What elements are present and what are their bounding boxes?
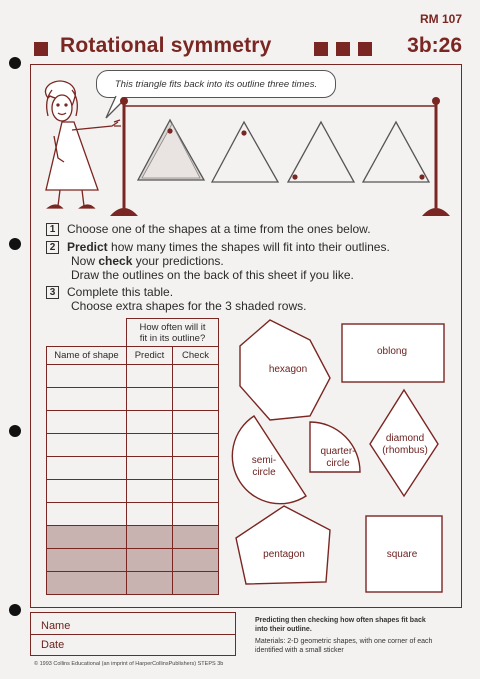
- predict-cell[interactable]: [127, 572, 173, 595]
- square-label: square: [386, 549, 418, 560]
- oblong-label: oblong: [376, 346, 408, 357]
- step-2: [46, 240, 390, 282]
- punch-hole: [9, 425, 21, 437]
- quarter-circle-label: [310, 446, 366, 470]
- footnote-title: [255, 616, 426, 634]
- hexagon-label: hexagon: [268, 364, 308, 375]
- step-number: 2: [46, 241, 59, 254]
- bullet-square-icon: [358, 42, 372, 56]
- predict-cell[interactable]: [127, 526, 173, 549]
- bullet-square-icon: [34, 42, 48, 56]
- triangle-outline-icon: [363, 122, 429, 182]
- check-cell[interactable]: [173, 503, 219, 526]
- group-header-line: fit in its outline?: [139, 332, 206, 344]
- punch-hole: [9, 57, 21, 69]
- pentagon-shape-icon: [236, 506, 330, 584]
- label-line: circle: [326, 458, 350, 469]
- step-bold-text: check: [98, 254, 133, 268]
- pentagon-label: pentagon: [263, 549, 305, 560]
- triangle-illustration: [34, 80, 458, 220]
- name-cell[interactable]: [47, 388, 127, 411]
- title-bar: [32, 34, 462, 62]
- table-row: [47, 411, 219, 434]
- speech-bubble: This triangle fits back into its outline three times.: [96, 70, 336, 98]
- step-number: 3: [46, 286, 59, 299]
- name-date-box: [30, 612, 236, 656]
- step-line: Choose extra shapes for the 3 shaded rows.: [71, 299, 307, 313]
- label-line: quarter-: [320, 446, 356, 457]
- table-row: [47, 388, 219, 411]
- triangle-shape-icon: [138, 120, 204, 180]
- page-title: Rotational symmetry: [60, 34, 272, 57]
- step-text: Now: [71, 254, 99, 268]
- shaded-table-row: [47, 549, 219, 572]
- footnote-materials: [255, 637, 432, 655]
- label-line: semi-: [251, 455, 277, 466]
- diamond-label: [372, 433, 438, 457]
- predict-cell[interactable]: [127, 434, 173, 457]
- bullet-square-icon: [336, 42, 350, 56]
- predict-cell[interactable]: [127, 365, 173, 388]
- check-cell[interactable]: [173, 434, 219, 457]
- copyright: © 1993 Collins Educational (an imprint of HarperCollinsPublishers) STEPS 3b: [34, 661, 224, 667]
- activity-code: 3b:26: [407, 34, 462, 57]
- check-cell[interactable]: [173, 411, 219, 434]
- table-corner: [47, 319, 127, 347]
- table-row: [47, 365, 219, 388]
- page-code: RM 107: [419, 12, 462, 26]
- name-label: Name: [41, 620, 71, 632]
- name-cell[interactable]: [47, 457, 127, 480]
- table-row: [47, 503, 219, 526]
- check-cell[interactable]: [173, 526, 219, 549]
- predict-cell[interactable]: [127, 388, 173, 411]
- triangle-outline-icon: [288, 122, 354, 182]
- step-line: [46, 254, 390, 268]
- bullet-square-icon: [314, 42, 328, 56]
- note-line: into their outline.: [255, 626, 312, 633]
- date-label: Date: [41, 639, 65, 651]
- note-line: Materials: 2-D geometric shapes, with one corner of each: [255, 638, 433, 645]
- label-line: diamond: [385, 433, 425, 444]
- check-cell[interactable]: [173, 480, 219, 503]
- predict-cell[interactable]: [127, 480, 173, 503]
- label-line: circle: [252, 467, 276, 478]
- predict-cell[interactable]: [127, 549, 173, 572]
- note-line: Predicting then checking how often shapes fit back: [255, 617, 426, 624]
- punch-hole: [9, 604, 21, 616]
- step-text: your predictions.: [132, 254, 224, 268]
- shape-table: [46, 318, 219, 595]
- name-cell[interactable]: [47, 411, 127, 434]
- footer-divider: [31, 634, 235, 635]
- post-left-icon: [110, 97, 138, 216]
- table-group-header: [127, 319, 219, 347]
- check-cell[interactable]: [173, 388, 219, 411]
- check-cell[interactable]: [173, 549, 219, 572]
- name-cell[interactable]: [47, 549, 127, 572]
- shaded-table-row: [47, 526, 219, 549]
- table-row: [47, 457, 219, 480]
- check-cell[interactable]: [173, 572, 219, 595]
- step-number: 1: [46, 223, 59, 236]
- shaded-table-row: [47, 572, 219, 595]
- triangle-outline-icon: [212, 122, 278, 182]
- punch-hole: [9, 238, 21, 250]
- group-header-line: How often will it: [139, 321, 206, 333]
- predict-cell[interactable]: [127, 503, 173, 526]
- name-cell[interactable]: [47, 365, 127, 388]
- step-3: [46, 285, 306, 313]
- predict-cell[interactable]: [127, 457, 173, 480]
- step-text: Choose one of the shapes at a time from the ones below.: [67, 222, 371, 236]
- predict-cell[interactable]: [127, 411, 173, 434]
- post-right-icon: [422, 97, 450, 216]
- col-header-predict: Predict: [127, 347, 173, 365]
- name-cell[interactable]: [47, 503, 127, 526]
- step-line: Draw the outlines on the back of this sheet if you like.: [71, 268, 354, 282]
- name-cell[interactable]: [47, 480, 127, 503]
- table-row: [47, 434, 219, 457]
- note-line: identified with a small sticker: [255, 647, 344, 654]
- table-row: [47, 480, 219, 503]
- check-cell[interactable]: [173, 457, 219, 480]
- col-header-check: Check: [173, 347, 219, 365]
- step-text: how many times the shapes will fit into their outlines.: [107, 240, 390, 254]
- step-bold-text: Predict: [67, 240, 108, 254]
- semicircle-label: [244, 455, 284, 479]
- name-cell[interactable]: [47, 434, 127, 457]
- check-cell[interactable]: [173, 365, 219, 388]
- step-1: [46, 222, 371, 236]
- label-line: (rhombus): [382, 445, 428, 456]
- girl-figure-icon: [45, 81, 121, 208]
- col-header-name: Name of shape: [47, 347, 127, 365]
- name-cell[interactable]: [47, 572, 127, 595]
- name-cell[interactable]: [47, 526, 127, 549]
- step-text: Complete this table.: [67, 285, 174, 299]
